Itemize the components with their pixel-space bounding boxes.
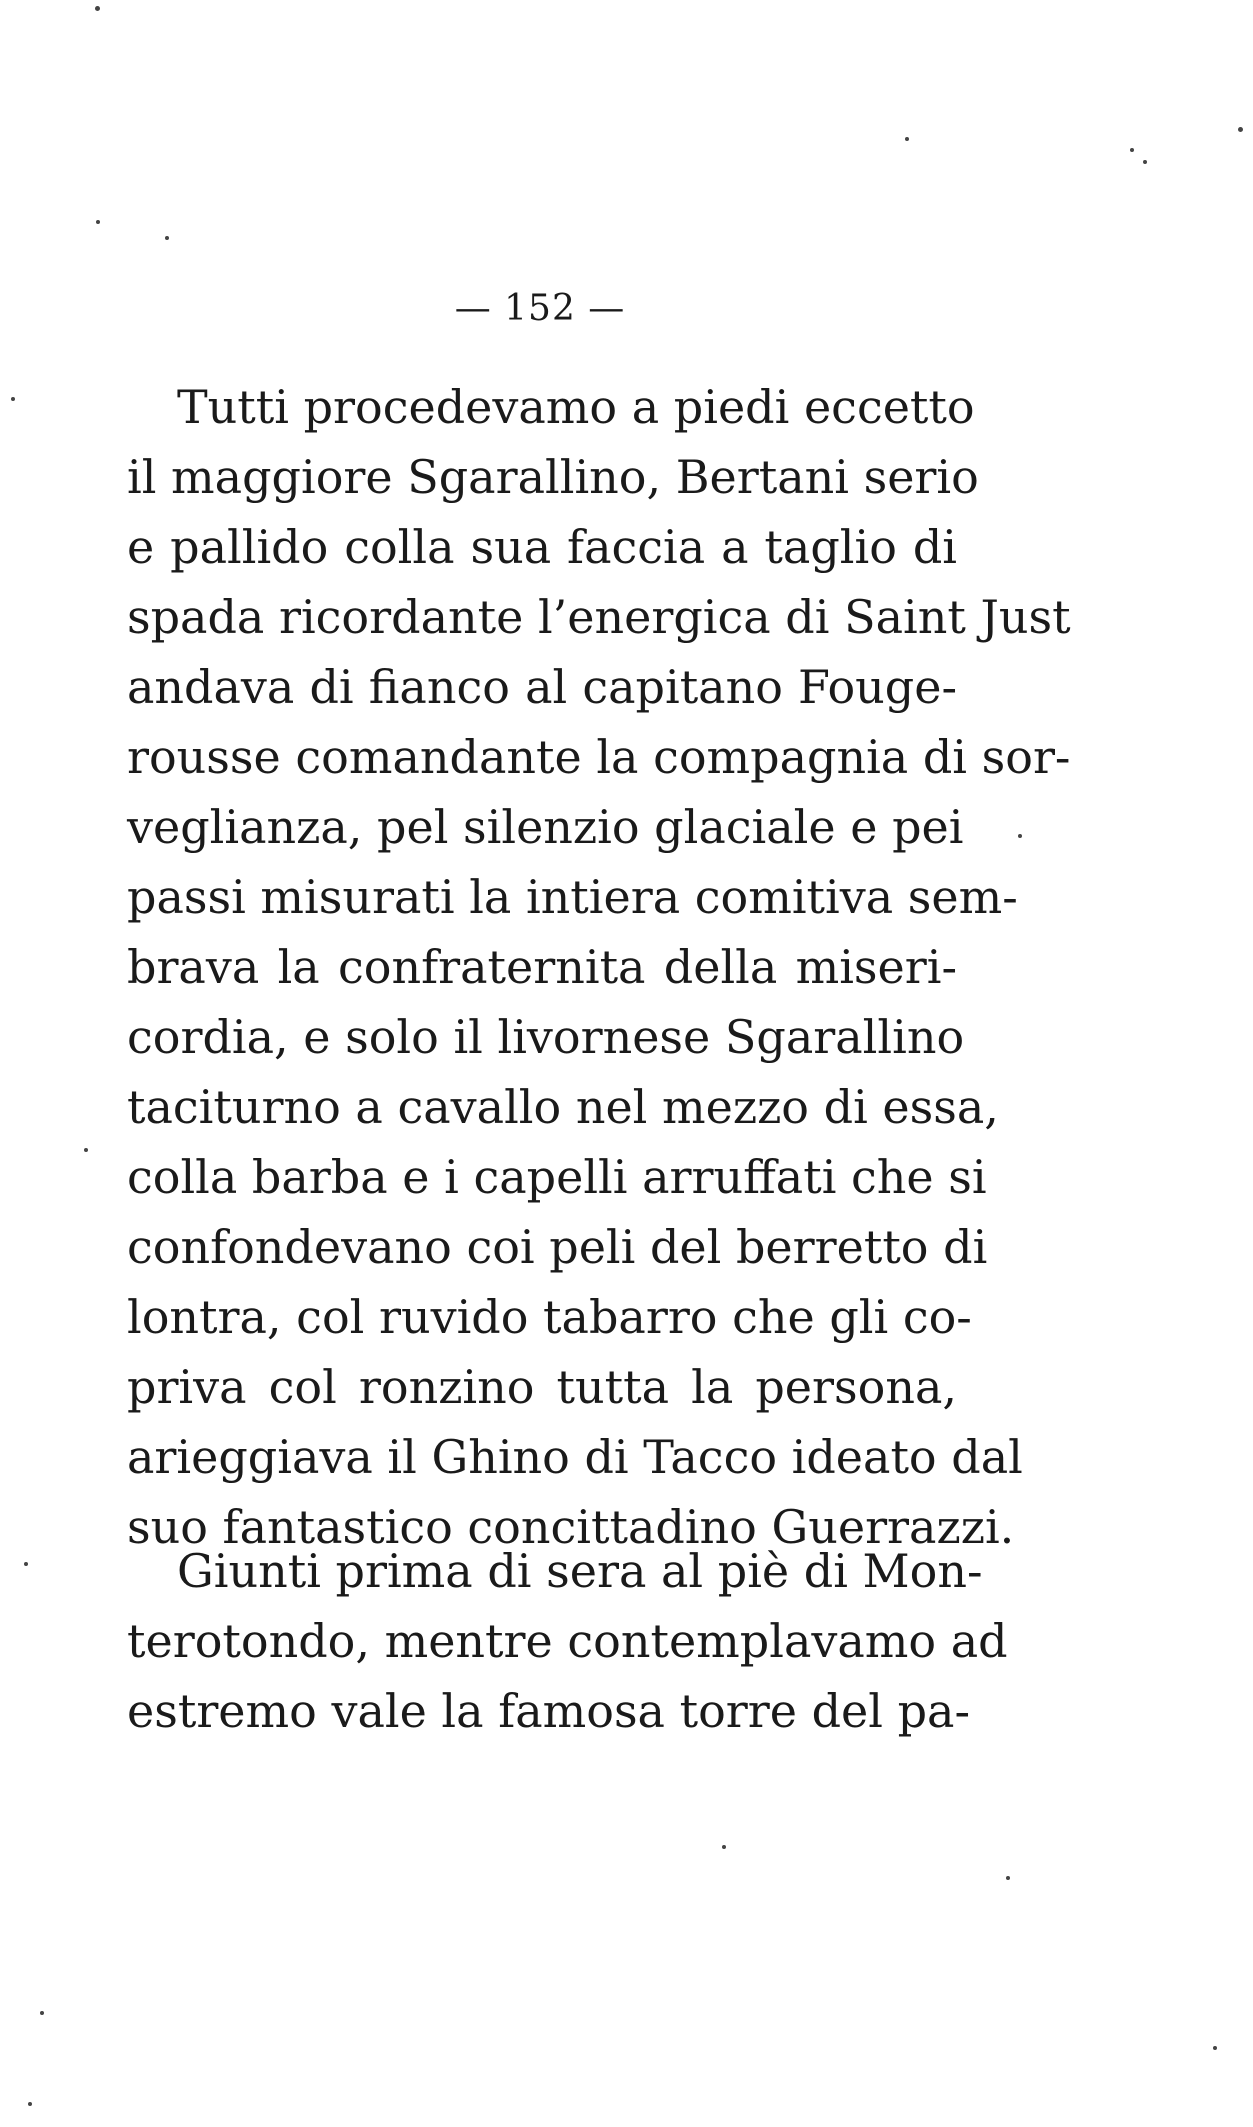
scan-speck [1018,834,1022,838]
text-line: rousse comandante la compagnia di sor- [127,730,1071,784]
scan-speck [96,220,100,224]
text-line: terotondo, mentre contemplavamo ad [127,1614,1008,1668]
scan-speck [905,137,909,141]
scan-speck [1213,2046,1217,2050]
text-line: veglianza, pel silenzio glaciale e pei [127,800,964,854]
text-line: brava la confraternita della miseri- [127,940,957,994]
scan-speck [28,2102,32,2106]
text-line: confondevano coi peli del berretto di [127,1220,988,1274]
scan-speck [84,1148,88,1152]
text-line: Tutti procedevamo a piedi eccetto [177,380,975,434]
scan-speck [722,1845,726,1849]
text-line: priva col ronzino tutta la persona, [127,1360,957,1414]
text-line: Giunti prima di sera al piè di Mon- [177,1544,983,1598]
page-number: — 152 — [454,288,626,329]
text-line: andava di fianco al capitano Fouge- [127,660,957,714]
text-line: taciturno a cavallo nel mezzo di essa, [127,1080,999,1134]
scan-speck [1130,148,1134,152]
scan-speck [95,6,100,11]
text-line: estremo vale la famosa torre del pa- [127,1684,971,1738]
scan-speck [11,397,15,401]
scan-speck [1143,160,1147,164]
text-line: suo fantastico concittadino Guerrazzi. [127,1500,1015,1554]
paragraph-2 [127,1536,1008,1746]
scan-speck [1238,127,1243,132]
text-line: arieggiava il Ghino di Tacco ideato dal [127,1430,1023,1484]
scan-speck [1006,1876,1010,1880]
text-line: colla barba e i capelli arruffati che si [127,1150,987,1204]
text-line: lontra, col ruvido tabarro che gli co- [127,1290,972,1344]
text-line: il maggiore Sgarallino, Bertani serio [127,450,979,504]
text-line: e pallido colla sua faccia a taglio di [127,520,957,574]
scan-speck [165,236,169,240]
scan-speck [40,2011,44,2015]
text-line: spada ricordante l’energica di Saint Just [127,590,1071,644]
paragraph-1 [127,372,1071,1562]
text-line: passi misurati la intiera comitiva sem- [127,870,1018,924]
scan-speck [24,1562,28,1566]
text-line: cordia, e solo il livornese Sgarallino [127,1010,965,1064]
